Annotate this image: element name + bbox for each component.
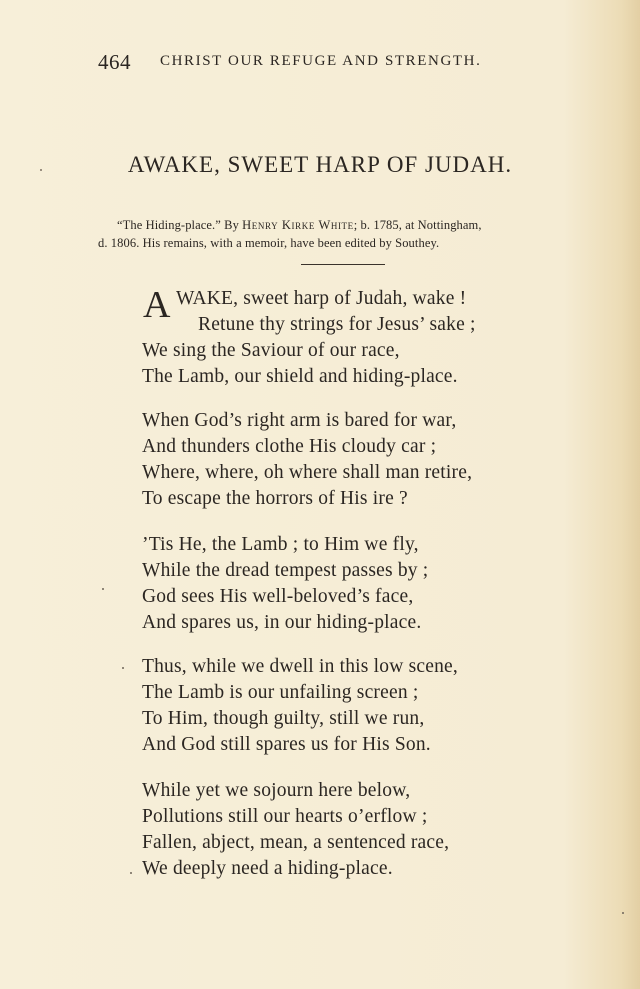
attribution-dates: ; b. 1785, at Nottingham, — [353, 218, 482, 232]
attribution-source: “The Hiding-place.” By — [117, 218, 243, 232]
author-name: Henry Kirke White — [242, 218, 354, 232]
verse-line: We deeply need a hiding-place. — [142, 858, 393, 879]
verse-line: While yet we sojourn here below, — [142, 780, 411, 801]
hymn-title: AWAKE, SWEET HARP OF JUDAH. — [127, 152, 513, 177]
attribution-line-2: d. 1806. His remains, with a memoir, have been edited by Southey. — [98, 236, 440, 250]
drop-cap: A — [143, 284, 171, 326]
verse-line: God sees His well-beloved’s face, — [142, 586, 414, 607]
verse-line: And spares us, in our hiding-place. — [142, 612, 422, 633]
verse-line: To Him, though guilty, still we run, — [142, 708, 425, 729]
verse-line: Fallen, abject, mean, a sentenced race, — [142, 832, 450, 853]
verse-line: To escape the horrors of His ire ? — [142, 488, 408, 509]
running-title: CHRIST OUR REFUGE AND STRENGTH. — [160, 53, 482, 69]
running-head — [98, 50, 538, 74]
verse-line: Where, where, oh where shall man retire, — [142, 462, 473, 483]
page-number: 464 — [98, 50, 131, 74]
verse-line: Pollutions still our hearts o’erflow ; — [142, 806, 428, 827]
verse-line: We sing the Saviour of our race, — [142, 340, 400, 361]
paper-speck — [102, 588, 104, 590]
paper-speck — [130, 872, 132, 874]
verse-line: When God’s right arm is bared for war, — [142, 410, 457, 431]
verse-line: Thus, while we dwell in this low scene, — [142, 656, 458, 677]
paper-speck — [122, 667, 124, 669]
verse-line: While the dread tempest passes by ; — [142, 560, 429, 581]
verse-line: And thunders clothe His cloudy car ; — [142, 436, 437, 457]
verse-line: The Lamb, our shield and hiding-place. — [142, 366, 458, 387]
attribution-line-1 — [117, 218, 617, 233]
verse-line: The Lamb is our unfailing screen ; — [142, 682, 419, 703]
verse-line: ’Tis He, the Lamb ; to Him we fly, — [142, 534, 419, 555]
divider-rule — [301, 264, 385, 265]
paper-speck — [622, 912, 624, 914]
verse-line: Retune thy strings for Jesus’ sake ; — [198, 314, 476, 335]
verse-line: And God still spares us for His Son. — [142, 734, 431, 755]
verse-line: WAKE, sweet harp of Judah, wake ! — [176, 288, 467, 309]
